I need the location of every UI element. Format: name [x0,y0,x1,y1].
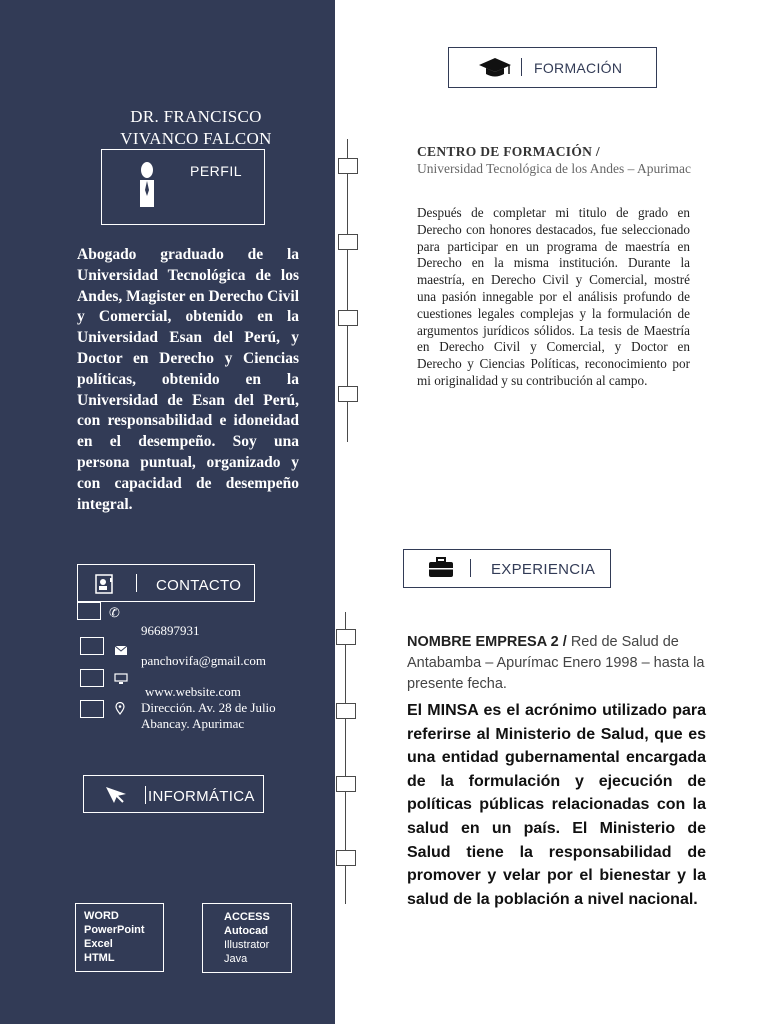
experiencia-divider [470,559,471,577]
timeline-marker [338,234,358,250]
informatica-divider [145,786,146,804]
briefcase-icon [428,557,454,583]
name-line-2: VIVANCO FALCON [120,129,272,148]
perfil-title: PERFIL [190,163,243,179]
experience-period: Enero 1998 – hasta la presente fecha. [407,655,705,692]
education-description: Después de completar mi titulo de grado en Derecho con honores destacados, fue seleccionado para participar en un programa de maestría en Derecho en la misma institución. Durante la maestría, en Derecho Civil y Comercial, mostré una pasión innegable por el análisis profundo de cuestiones legales complejas y la formulación de argumentos jurídicos sólidos. La tesis de Maestría en Derecho Civil y Comercial, y Doctor en Derecho y Ciencias Políticas, reconocimiento por mi originalidad y su contribución al campo. [417,205,690,388]
timeline-marker [338,310,358,326]
name-line-1: DR. FRANCISCO [130,107,262,126]
cursor-arrow-icon [105,786,127,809]
education-heading [417,143,697,177]
experience-heading [407,632,707,695]
contact-card-icon [95,574,113,599]
person-icon [137,160,157,213]
timeline-marker [336,703,356,719]
profile-name [60,106,332,150]
skill-illustrator: Illustrator [224,939,270,951]
informatica-title: INFORMÁTICA [148,788,255,805]
skill-access: ACCESS [224,911,270,923]
contact-email: panchovifa@gmail.com [141,653,266,668]
timeline-marker [336,776,356,792]
skill-powerpoint: PowerPoint [84,924,145,936]
experience-company-detail: Red de Salud de Antabamba – Apurímac [407,634,679,671]
experiencia-title: EXPERIENCIA [491,561,596,578]
skill-java: Java [224,953,248,965]
location-pin-icon [115,702,125,720]
skills-right-box [202,903,292,973]
education-institution: Universidad Tecnológica de los Andes – Apurimac [417,161,691,176]
timeline-marker [336,850,356,866]
skills-left-box [75,903,164,972]
profile-bio: Abogado graduado de la Universidad Tecnológica de los Andes, Magister en Derecho Civil y Comercial, obtenido en la Universidad Esan del Perú, y Doctor en Derecho y Ciencias políticas, obtenido en la Universidad de Esan del Perú, con responsabilidad e idoneidad en el desempeño. Soy una persona puntual, organizado y con capacidad de desempeño integral. [77,246,299,513]
graduation-cap-icon [478,56,512,85]
perfil-box [101,149,265,225]
website-square [80,669,104,687]
address-square [80,700,104,718]
experience-company-label: NOMBRE EMPRESA 2 / [407,634,567,650]
formacion-divider [521,58,522,76]
phone-icon: ✆ [109,605,120,620]
contact-phone: 966897931 [141,623,200,638]
skill-word: WORD [84,910,119,922]
experience-description: El MINSA es el acrónimo utilizado para referirse al Ministerio de Salud, que es una entidad gubernamental encargada de la formulación y ejecución de políticas públicas relacionadas con la salud en un país. El Ministerio de Salud tiene la responsabilidad de promover y velar por el bienestar y la salud de la población a nivel nacional. [407,702,706,908]
formacion-title: FORMACIÓN [534,60,623,76]
contacto-divider [136,574,137,592]
skill-excel: Excel [84,938,113,950]
phone-square [77,602,101,620]
contacto-title: CONTACTO [156,577,242,594]
contact-website: www.website.com [145,684,241,699]
skill-autocad: Autocad [224,925,268,937]
email-square [80,637,104,655]
timeline-marker [338,158,358,174]
contact-address [141,700,276,732]
address-line-1: Dirección. Av. 28 de Julio [141,700,276,715]
address-line-2: Abancay. Apurimac [141,716,245,731]
timeline-marker [338,386,358,402]
email-icon [115,642,127,660]
education-center-label: CENTRO DE FORMACIÓN / [417,144,600,159]
skill-html: HTML [84,952,115,964]
timeline-marker [336,629,356,645]
monitor-icon [114,672,128,690]
